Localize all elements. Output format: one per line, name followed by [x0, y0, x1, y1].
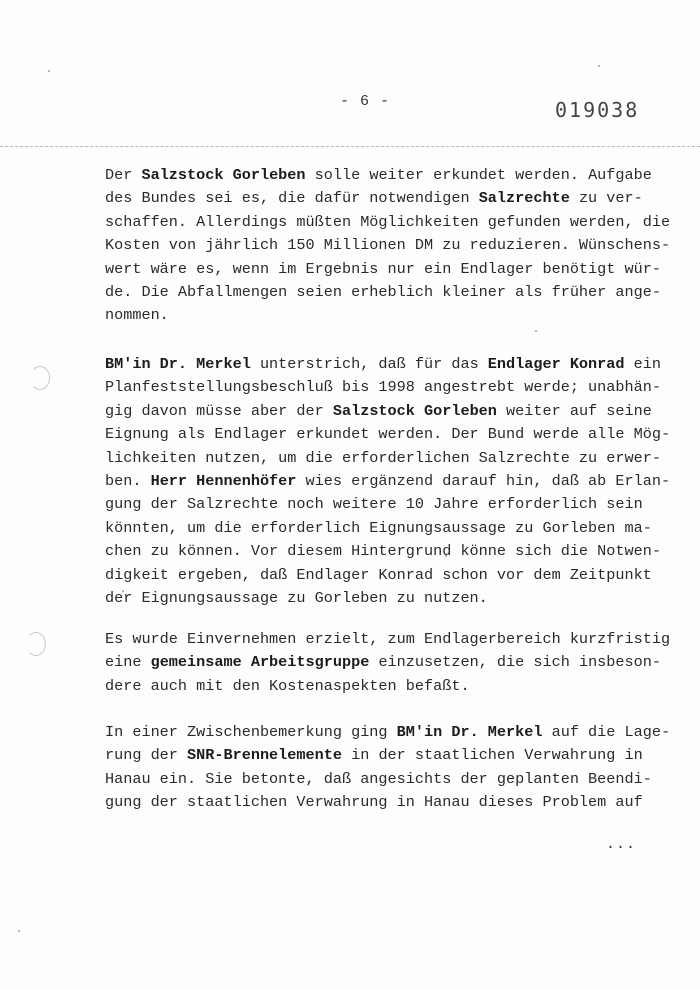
text-line: BM'in Dr. Merkel unterstrich, daß für das Endlager Konrad ein	[105, 355, 661, 373]
text-line: nommen.	[105, 306, 169, 325]
text-line: Kosten von jährlich 150 Millionen DM zu reduzieren. Wünschens-	[105, 236, 671, 255]
paragraph-endlager-konrad	[105, 353, 671, 610]
text-line: schaffen. Allerdings müßten Möglichkeiten gefunden werden, die	[105, 212, 671, 231]
emphasis: Salzrechte	[478, 189, 570, 208]
emphasis: Herr Hennenhöfer	[150, 472, 297, 491]
punch-hole-top	[30, 366, 50, 390]
text-line: ben. Herr Hennenhöfer wies ergänzend darauf hin, daß ab Erlan-	[105, 472, 671, 491]
header-divider	[0, 146, 700, 147]
text-line: In einer Zwischenbemerkung ging BM'in Dr. Merkel auf die Lage-	[105, 723, 671, 741]
emphasis: BM'in Dr. Merkel	[396, 723, 543, 741]
text-line: de. Die Abfallmengen seien erheblich kleiner als früher ange-	[105, 283, 661, 302]
text-line: lichkeiten nutzen, um die erforderlichen Salzrechte zu erwer-	[105, 448, 661, 467]
text-line: Es wurde Einvernehmen erzielt, zum Endlagerbereich kurzfristig	[105, 630, 671, 648]
text-line: gung der staatlichen Verwahrung in Hanau dieses Problem auf	[105, 793, 643, 812]
paragraph-salzstock-gorleben	[105, 164, 671, 328]
emphasis: Salzstock Gorleben	[332, 401, 497, 420]
page-number: - 6 -	[340, 93, 391, 110]
text-line: Der Salzstock Gorleben solle weiter erkundet werden. Aufgabe	[105, 166, 652, 184]
scan-speck	[48, 70, 50, 72]
text-line: dere auch mit den Kostenaspekten befaßt.	[105, 676, 470, 695]
emphasis: BM'in Dr. Merkel	[105, 355, 251, 373]
text-line: könnten, um die erforderlich Eignungsaussage zu Gorleben ma-	[105, 518, 652, 537]
text-line: Hanau ein. Sie betonte, daß angesichts der geplanten Beendi-	[105, 769, 652, 788]
emphasis: Salzstock Gorleben	[141, 166, 306, 184]
text-line: Planfeststellungsbeschluß bis 1998 angestrebt werde; unabhän-	[105, 378, 661, 397]
continuation-marker: ...	[606, 836, 637, 853]
punch-hole-bottom	[26, 632, 46, 656]
text-line: gung der Salzrechte noch weitere 10 Jahre erforderlich sein	[105, 495, 643, 514]
emphasis: gemeinsame Arbeitsgruppe	[150, 653, 370, 672]
text-line: des Bundes sei es, die dafür notwendigen Salzrechte zu ver-	[105, 189, 643, 208]
text-line: wert wäre es, wenn im Ergebnis nur ein Endlager benötigt wür-	[105, 259, 661, 278]
scan-speck	[598, 65, 600, 67]
emphasis: SNR-Brennelemente	[187, 746, 342, 765]
text-line: rung der SNR-Brennelemente in der staatlichen Verwahrung in	[105, 746, 643, 765]
text-line: der Eignungsaussage zu Gorleben zu nutzen.	[105, 589, 488, 608]
scan-speck	[535, 330, 537, 332]
text-line: digkeit ergeben, daß Endlager Konrad schon vor dem Zeitpunkt	[105, 565, 652, 584]
document-number: 019038	[555, 98, 640, 122]
scan-speck	[18, 930, 20, 932]
text-line: eine gemeinsame Arbeitsgruppe einzusetzen, die sich insbeson-	[105, 653, 661, 672]
paragraph-snr-brennelemente	[105, 721, 671, 815]
paragraph-arbeitsgruppe	[105, 628, 671, 698]
emphasis: Endlager Konrad	[487, 355, 625, 373]
text-line: chen zu können. Vor diesem Hintergrund könne sich die Notwen-	[105, 542, 661, 561]
text-line: gig davon müsse aber der Salzstock Gorleben weiter auf seine	[105, 401, 652, 420]
text-line: Eignung als Endlager erkundet werden. Der Bund werde alle Mög-	[105, 425, 671, 444]
